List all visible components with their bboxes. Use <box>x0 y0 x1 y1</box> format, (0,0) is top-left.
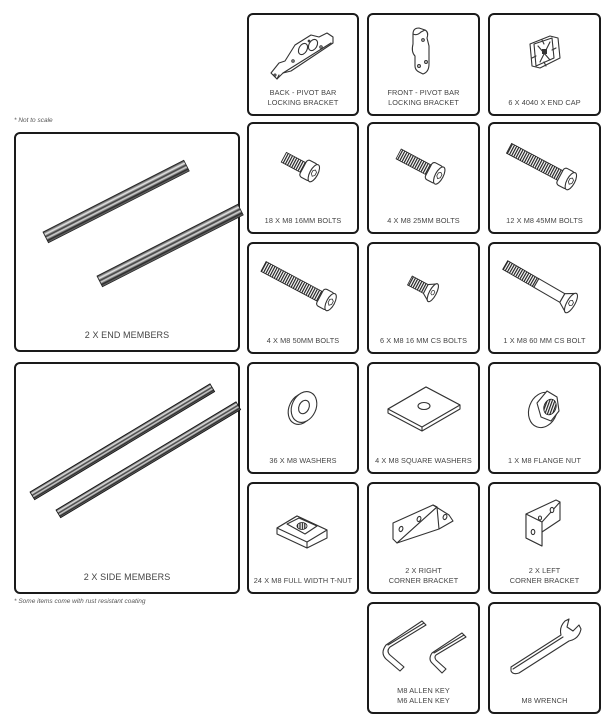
item-label <box>492 98 597 108</box>
label-line-2: CORNER BRACKET <box>509 576 580 585</box>
item-label: 2 X END MEMBERS <box>84 330 170 340</box>
item-label: 12 X M8 45MM BOLTS <box>506 216 583 225</box>
item-label: 4 X M8 50MM BOLTS <box>266 336 340 345</box>
square-washer-icon <box>369 364 478 452</box>
label-line-2: M6 ALLEN KEY <box>397 696 450 705</box>
item-label <box>492 566 597 586</box>
item-card-end-members <box>14 132 240 352</box>
label-line-1: FRONT - PIVOT BAR <box>387 88 460 97</box>
item-card-m8-wrench <box>488 602 601 714</box>
item-card-side-members <box>14 362 240 594</box>
right-corner-bracket-icon <box>369 484 478 564</box>
item-card-end-cap <box>488 13 601 116</box>
item-card-m8-16mm-cs-bolts <box>367 242 480 354</box>
socket-bolt-icon <box>249 124 357 212</box>
back-bracket-icon <box>249 15 357 90</box>
item-label <box>371 88 476 108</box>
washer-icon <box>249 364 357 452</box>
item-card-m8-square-washers <box>367 362 480 474</box>
label-line-1: 6 X 4040 X END CAP <box>508 98 581 107</box>
item-card-allen-keys <box>367 602 480 714</box>
item-card-m8-washers <box>247 362 359 474</box>
item-label: 6 X M8 16 MM CS BOLTS <box>379 336 468 345</box>
label-line-2: LOCKING BRACKET <box>267 98 339 107</box>
item-card-m8-full-width-t-nut <box>247 482 359 594</box>
t-nut-icon <box>249 484 357 572</box>
item-card-m8-flange-nut <box>488 362 601 474</box>
label-line-1: M8 ALLEN KEY <box>397 686 450 695</box>
rust-coating-note: * Some items come with rust resistant coating <box>14 598 146 605</box>
label-line-2: CORNER BRACKET <box>388 576 459 585</box>
wrench-icon <box>490 604 599 686</box>
front-bracket-icon <box>369 15 478 90</box>
socket-bolt-icon <box>369 124 478 212</box>
item-card-back-pivot-bar-locking-bracket <box>247 13 359 116</box>
socket-bolt-icon <box>249 244 357 332</box>
extrusion-rails-icon <box>16 364 238 554</box>
item-label: 1 X M8 60 MM CS BOLT <box>503 336 586 345</box>
countersunk-bolt-icon <box>490 244 599 332</box>
extrusion-rails-icon <box>16 134 238 314</box>
not-to-scale-note: * Not to scale <box>14 117 53 124</box>
label-line-1: 2 X LEFT <box>528 566 561 575</box>
label-line-1: 2 X RIGHT <box>405 566 442 575</box>
item-card-front-pivot-bar-locking-bracket <box>367 13 480 116</box>
item-label <box>371 686 476 706</box>
flange-nut-icon <box>490 364 599 452</box>
item-card-right-corner-bracket <box>367 482 480 594</box>
item-label <box>371 566 476 586</box>
label-line-1: BACK - PIVOT BAR <box>269 88 337 97</box>
item-label: 4 X M8 SQUARE WASHERS <box>375 456 472 465</box>
item-label: 2 X SIDE MEMBERS <box>83 572 171 582</box>
item-label: 18 X M8 16MM BOLTS <box>264 216 342 225</box>
item-label: 36 X M8 WASHERS <box>269 456 337 465</box>
countersunk-bolt-icon <box>369 244 478 332</box>
item-card-m8-25mm-bolts <box>367 122 480 234</box>
left-corner-bracket-icon <box>490 484 599 564</box>
item-label: 4 X M8 25MM BOLTS <box>387 216 460 225</box>
item-card-m8-60mm-cs-bolt <box>488 242 601 354</box>
item-card-m8-16mm-bolts <box>247 122 359 234</box>
item-label <box>251 88 355 108</box>
allen-key-icon <box>369 604 478 686</box>
item-label: 1 X M8 FLANGE NUT <box>507 456 582 465</box>
item-label: 24 X M8 FULL WIDTH T-NUT <box>253 576 353 585</box>
end-cap-icon <box>490 15 599 90</box>
item-card-m8-45mm-bolts <box>488 122 601 234</box>
label-line-2: LOCKING BRACKET <box>388 98 459 107</box>
item-card-m8-50mm-bolts <box>247 242 359 354</box>
socket-bolt-icon <box>490 124 599 212</box>
item-card-left-corner-bracket <box>488 482 601 594</box>
item-label: M8 WRENCH <box>521 696 568 705</box>
